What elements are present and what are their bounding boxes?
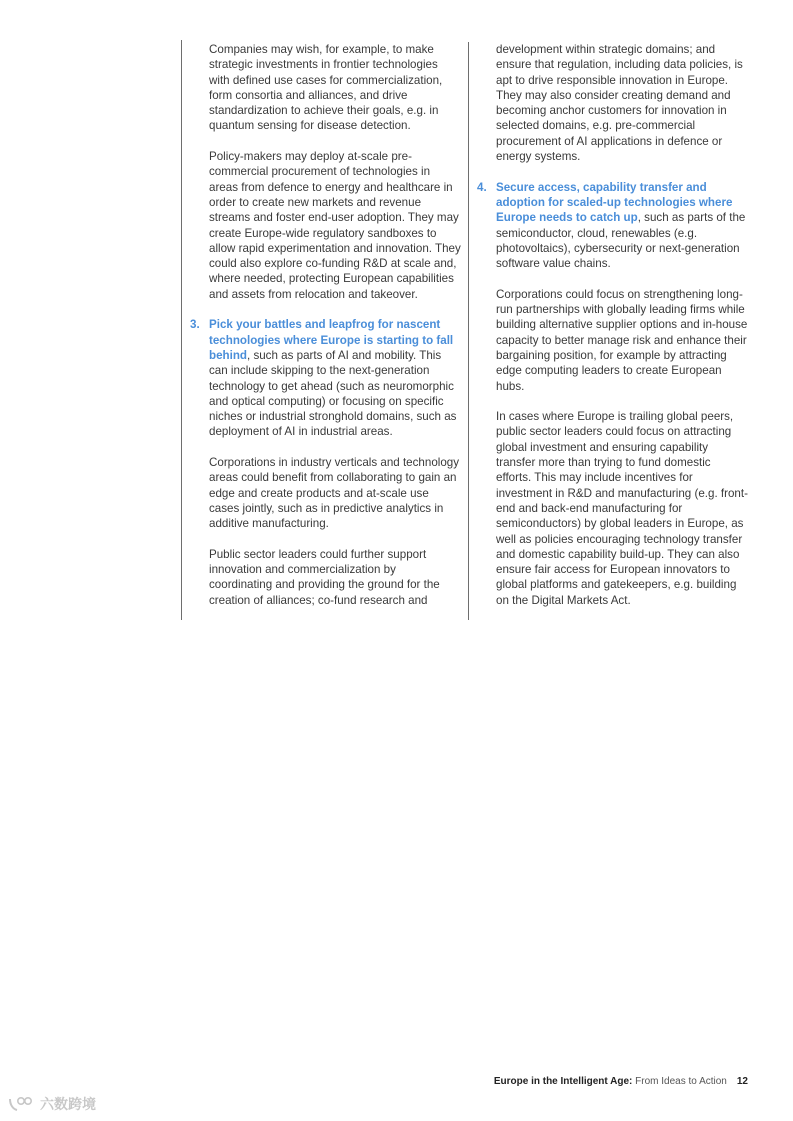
left-paragraph-2: Policy-makers may deploy at-scale pre-commercial procurement of technologies in areas from defence to energy and healthcare in order to create new markets and revenue streams and foster end-user adoption. They may create Europe-wide regulatory sandboxes to allow rapid experimentation and innovation. They could also explore co-funding R&D at scale and, where needed, protecting European capabilities and assets from relocation and takeover. — [209, 150, 461, 301]
item-4-body: , such as parts of the semiconductor, cloud, renewables (e.g. photovoltaics), cybersecurity or next-generation software value chains. — [496, 211, 746, 271]
item-4-number: 4. — [477, 180, 487, 194]
right-paragraph-3: In cases where Europe is trailing global peers, public sector leaders could focus on attracting global investment and ensuring capability transfer more than trying to fund domestic efforts. This may include incentives for investment in R&D and manufacturing (e.g. front-end and back-end manufacturing for semiconductors) by global leaders in Europe, as well as policies encouraging technology transfer and domestic capability build-up. They can also ensure fair access for European innovators to global platforms and gatekeepers, e.g. building on the Digital Markets Act. — [496, 410, 748, 607]
item-3-title: Pick your battles and leapfrog for nascent technologies where Europe is starting to fall behind — [209, 318, 454, 362]
right-column — [477, 42, 748, 623]
watermark-logo-icon — [8, 1095, 36, 1113]
right-paragraph-1: development within strategic domains; and ensure that regulation, including data policies, is apt to drive responsible innovation in Europe. They may also consider creating demand and becoming anchor customers for innovation in selected domains, e.g. pre-commercial procurement of AI applications in defence or energy systems. — [496, 43, 743, 164]
page-footer — [494, 1076, 748, 1087]
footer-title-bold: Europe in the Intelligent Age: — [493, 1076, 633, 1087]
right-paragraph-2: Corporations could focus on strengthening long-run partnerships with globally leading firms while building alternative supplier options and in-house capacity to better manage risk and enhance their bargaining position, for example by attracting edge computing leaders to create European hubs. — [496, 287, 748, 393]
numbered-item-4 — [477, 180, 748, 272]
watermark — [8, 1094, 96, 1114]
center-column-rule — [468, 42, 469, 620]
item-3-number: 3. — [190, 318, 200, 332]
numbered-item-3 — [190, 317, 461, 439]
item-4-title: Secure access, capability transfer and adoption for scaled-up technologies where Europe needs to catch up — [496, 180, 733, 225]
left-paragraph-1: Companies may wish, for example, to make strategic investments in frontier technologies with defined use cases for commercialization, form consortia and alliances, and drive standardization to achieve their goals, e.g. in quantum sensing for disease detection. — [209, 43, 443, 133]
item-3-body: , such as parts of AI and mobility. This can include skipping to the next-generation technology to get ahead (such as neuromorphic and optical computing) or focusing on specific niches or industrial stronghold domains, such as deployment of AI in industrial areas. — [209, 348, 457, 439]
left-column-rule — [181, 40, 182, 620]
footer-title-light: From Ideas to Action — [632, 1076, 727, 1087]
watermark-text: 六数跨境 — [40, 1096, 96, 1112]
left-column — [190, 42, 461, 623]
left-paragraph-3: Corporations in industry verticals and technology areas could benefit from collaborating to gain an edge and create products and at-scale use cases jointly, such as in predictive analytics in additive manufacturing. — [209, 456, 460, 531]
page-number: 12 — [736, 1076, 748, 1087]
left-paragraph-4: Public sector leaders could further support innovation and commercialization by coordinating and providing the ground for the creation of alliances; co-fund research and — [209, 547, 440, 607]
